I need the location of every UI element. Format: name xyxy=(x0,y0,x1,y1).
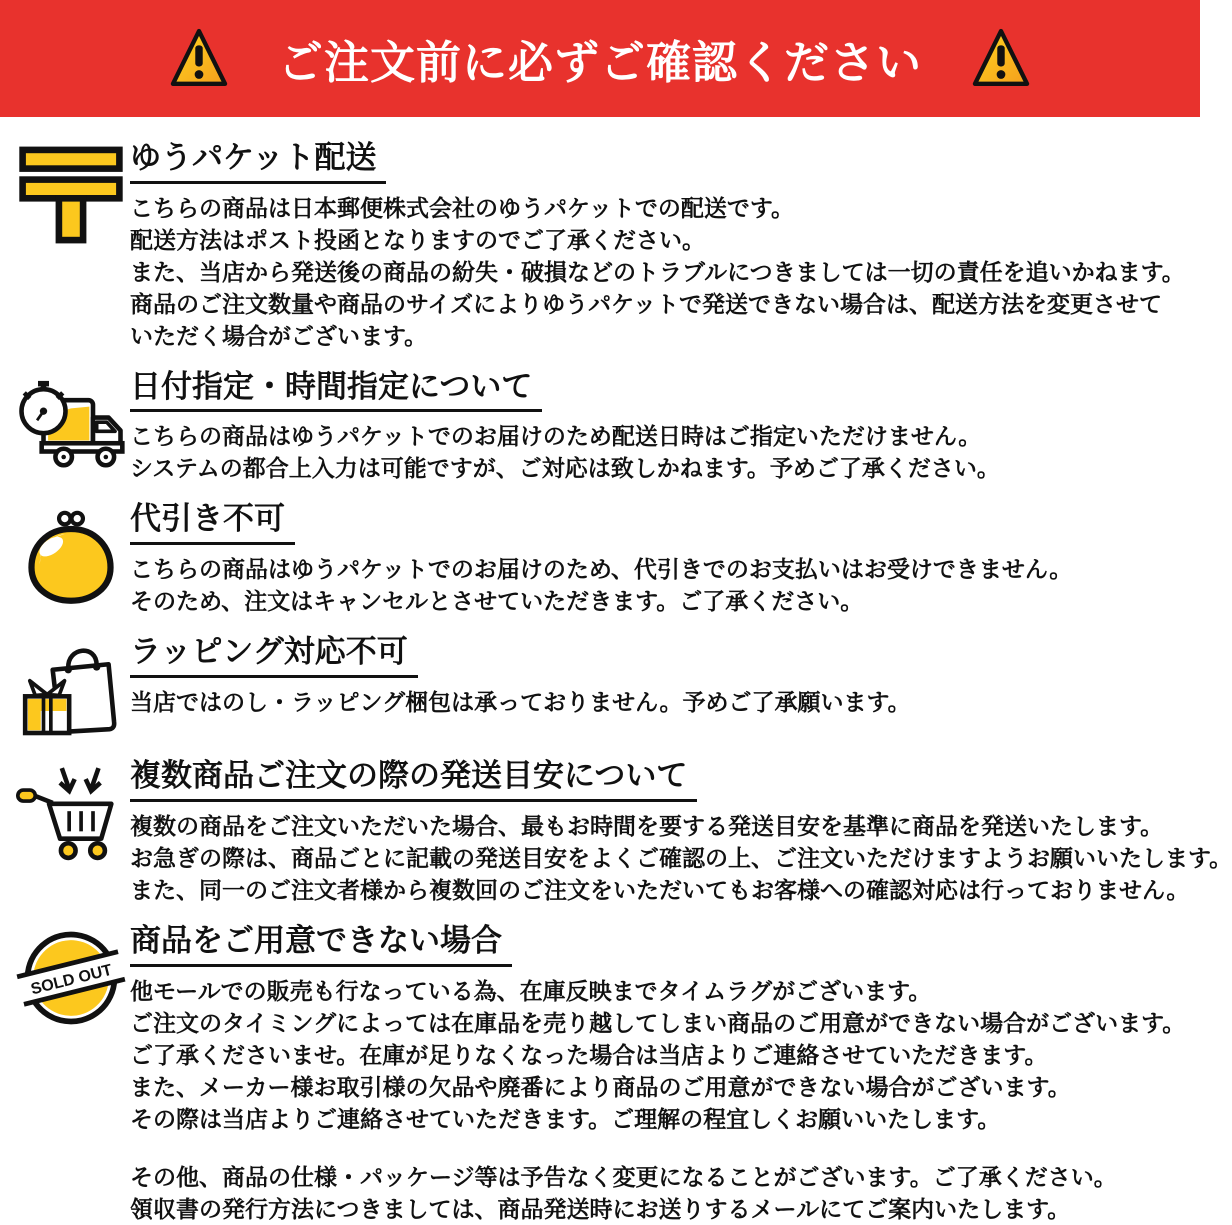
section-title: 日付指定・時間指定について xyxy=(130,370,542,413)
body-line: 商品のご注文数量や商品のサイズによりゆうパケットで発送できない場合は、配送方法を変更させて xyxy=(130,290,1163,317)
section-body xyxy=(130,975,1186,1135)
section-title: 複数商品ご注文の際の発送目安について xyxy=(130,759,697,802)
body-line: また、メーカー様お取引様の欠品や廃番により商品のご用意ができない場合がございます。 xyxy=(130,1073,1071,1100)
body-line: 当店ではのし・ラッピング梱包は承っておりません。予めご了承願います。 xyxy=(130,688,911,715)
notice-sections xyxy=(0,117,1232,1135)
body-line: また、当店から発送後の商品の紛失・破損などのトラブルにつきましては一切の責任を追いかねます。 xyxy=(130,258,1185,285)
body-line: 複数の商品をご注文いただいた場合、最もお時間を要する発送目安を基準に商品を発送いたします。 xyxy=(130,812,1164,839)
postal-mark-icon xyxy=(16,143,126,247)
body-line: いただく場合がございます。 xyxy=(130,322,428,349)
section-title: 代引き不可 xyxy=(130,502,295,545)
footer-line: 領収書の発行方法につきましては、商品発送時にお送りするメールにてご案内いたします。 xyxy=(130,1195,1071,1222)
confirmation-banner xyxy=(0,0,1200,117)
body-line: ご了承くださいませ。在庫が足りなくなった場合は当店よりご連絡させていただきます。 xyxy=(130,1041,1048,1068)
section-title: 商品をご用意できない場合 xyxy=(130,924,512,967)
body-line: こちらの商品はゆうパケットでのお届けのため、代引きでのお支払いはお受けできません。 xyxy=(130,556,1073,583)
banner-title: ご注文前に必ずご確認ください xyxy=(277,37,922,88)
body-line: こちらの商品はゆうパケットでのお届けのため配送日時はご指定いただけません。 xyxy=(130,423,982,450)
body-line: 他モールでの販売も行なっている為、在庫反映までタイムラグがございます。 xyxy=(130,977,932,1004)
body-line: また、同一のご注文者様から複数回のご注文をいただいてもお客様への確認対応は行っておりません。 xyxy=(130,876,1190,903)
sold-out-badge-icon xyxy=(16,926,126,1030)
section-body xyxy=(130,553,1182,617)
section-title: ゆうパケット配送 xyxy=(130,141,386,184)
footer-line: その他、商品の仕様・パッケージ等は予告なく変更になることがございます。ご了承ください。 xyxy=(130,1163,1117,1190)
section-title: ラッピング対応不可 xyxy=(130,635,418,678)
section-no-cod xyxy=(12,502,1182,617)
warning-triangle-icon xyxy=(970,24,1032,94)
body-line: お急ぎの際は、商品ごとに記載の発送目安をよくご確認の上、ご注文いただけますようお願いいたします。 xyxy=(130,844,1232,871)
section-date-time-designation xyxy=(12,370,1182,485)
coin-purse-icon xyxy=(16,504,126,608)
section-out-of-stock xyxy=(12,922,1186,1135)
section-body xyxy=(130,192,1185,352)
body-line: システムの都合上入力は可能ですが、ご対応は致しかねます。予めご了承ください。 xyxy=(130,455,1000,482)
section-multiple-order-shipping xyxy=(12,758,1232,906)
section-body xyxy=(130,810,1232,906)
body-line: その際は当店よりご連絡させていただきます。ご理解の程宜しくお願いいたします。 xyxy=(130,1105,1001,1132)
clock-truck-icon xyxy=(16,372,126,476)
gift-bag-icon xyxy=(16,637,126,741)
warning-triangle-icon xyxy=(168,24,230,94)
body-line: ご注文のタイミングによっては在庫品を売り越してしまい商品のご用意ができない場合がございます。 xyxy=(130,1009,1186,1036)
shopping-cart-icon xyxy=(16,761,126,865)
section-yu-packet-shipping xyxy=(12,140,1185,352)
body-line: こちらの商品は日本郵便株式会社のゆうパケットでの配送です。 xyxy=(130,194,795,221)
body-line: 配送方法はポスト投函となりますのでご了承ください。 xyxy=(130,226,705,253)
section-no-wrapping xyxy=(12,635,1182,741)
section-body xyxy=(130,686,1182,718)
section-body xyxy=(130,420,1182,484)
body-line: そのため、注文はキャンセルとさせていただきます。ご了承ください。 xyxy=(130,588,864,615)
footer-notes xyxy=(130,1161,1182,1225)
